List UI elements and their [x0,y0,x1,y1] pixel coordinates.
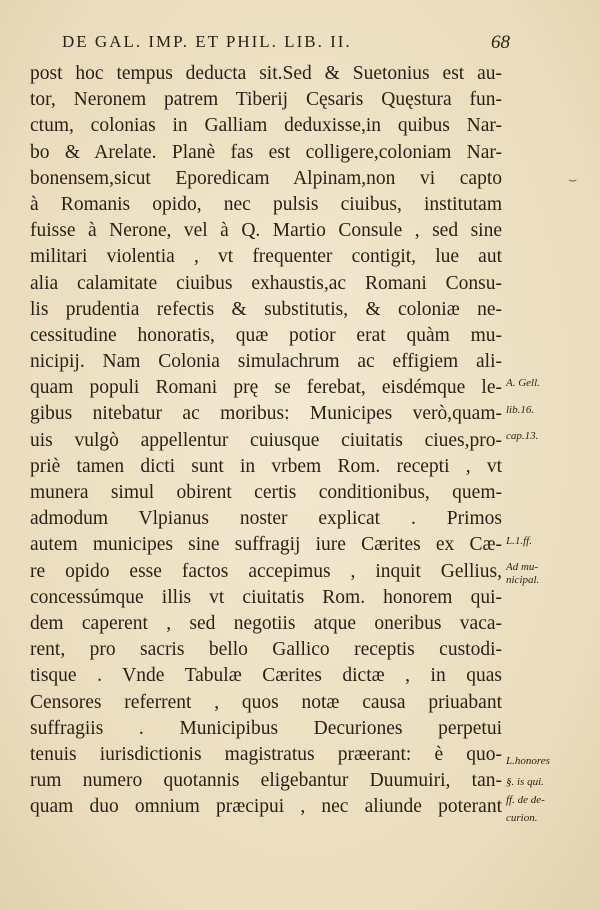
text-line: priè tamen dicti sunt in vrbem Rom. recepti , vt [30,455,502,477]
text-line: dem caperent , sed negotiis atque oneribus vaca- [30,612,502,634]
text-line: rum numero quotannis eligebantur Duumuiri, tan- [30,770,502,792]
margin-notes [504,0,594,910]
text-line: alia calamitate ciuibus exhaustis,ac Romani Consu- [30,272,502,294]
text-line: autem municipes sine suffragij iure Cærites ex Cæ- [30,534,502,556]
margin-note: nicipal. [506,573,540,586]
page-number: 68 [491,32,510,53]
text-line: admodum Vlpianus noster explicat . Primos [30,508,502,530]
text-line: quam duo omnium præcipui , nec aliunde poterant [30,796,502,818]
margin-note: §. is qui. [506,775,544,788]
text-line: concessúmque illis vt ciuitatis Rom. honorem qui- [30,586,502,608]
margin-note: cap.13. [506,429,539,442]
body-text [30,61,502,820]
text-line: fuisse à Nerone, vel à Q. Martio Consule , sed sine [30,220,502,242]
text-line: nicipij. Nam Colonia simulachrum ac effigiem ali- [30,351,502,373]
text-line: bonensem,sicut Eporedicam Alpinam,non vi capto [30,167,502,189]
stray-ink-mark-icon: ⌣ [568,172,578,188]
text-line: post hoc tempus deducta sit.Sed & Suetonius est au- [30,63,502,84]
margin-note: L.honores [506,754,550,767]
text-line: tor, Neronem patrem Tiberij Cęsaris Quęstura fun- [30,89,502,111]
running-title: DE GAL. IMP. ET PHIL. LIB. II. [62,32,352,51]
text-line: à Romanis opido, nec pulsis ciuibus, institutam [30,193,502,215]
margin-note: lib.16. [506,403,535,416]
text-line: uis vulgò appellentur cuiusque ciuitatis ciues,pro- [30,429,502,451]
margin-note: Ad mu- [506,560,539,573]
text-line: tisque . Vnde Tabulæ Cærites dictæ , in quas [30,665,502,687]
text-line: tenuis iurisdictionis magistratus præerant: è quo- [30,743,502,765]
text-line: munera simul obirent certis conditionibus, quem- [30,482,502,503]
margin-note: A. Gell. [506,377,540,390]
text-line: re opido esse factos accepimus , inquit Gellius, [30,560,502,582]
text-line: bo & Arelate. Planè fas est colligere,coloniam Nar- [30,141,502,163]
text-line: Censores referrent , quos notæ causa priuabant [30,691,502,713]
margin-note: ff. de de- [506,793,545,806]
text-line: lis prudentia refectis & substitutis, & coloniæ ne- [30,298,502,320]
text-line: quam populi Romani prę se ferebat, eisdémque le- [30,377,502,399]
text-line: gibus nitebatur ac moribus: Municipes verò,quam- [30,403,502,425]
margin-note: curion. [506,812,538,825]
page-header [62,32,510,56]
text-line: militari violentia , vt frequenter contigit, lue aut [30,246,502,268]
text-line: ctum, colonias in Galliam deduxisse,in quibus Nar- [30,115,502,137]
text-line: rent, pro sacris bello Gallico receptis custodi- [30,639,502,661]
margin-note: L.1.ff. [506,534,532,547]
text-line: suffragiis . Municipibus Decuriones perpetui [30,717,502,739]
text-line: cessitudine honoratis, quæ potior erat quàm mu- [30,324,502,346]
